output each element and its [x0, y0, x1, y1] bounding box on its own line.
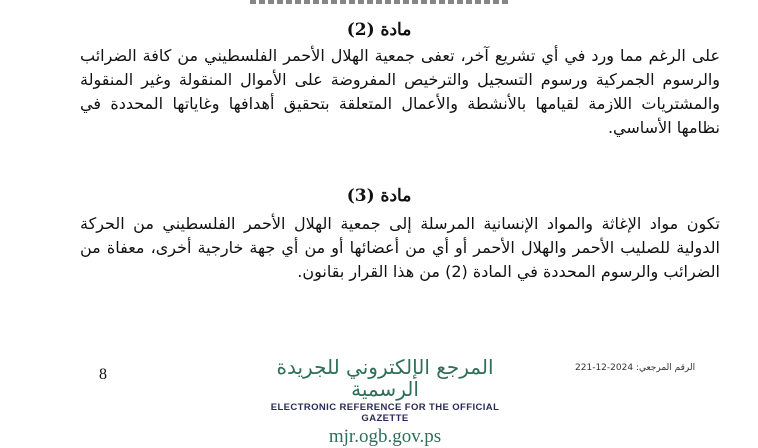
- logo-arabic-text: المرجع الإلكتروني للجريدة الرسمية: [276, 355, 494, 401]
- logo-english-text: ELECTRONIC REFERENCE FOR THE OFFICIAL GAZETTE: [270, 402, 500, 424]
- page-number: 8: [99, 366, 107, 383]
- gazette-url-link[interactable]: mjr.ogb.gov.ps: [328, 426, 442, 447]
- article-3-text: تكون مواد الإغاثة والمواد الإنسانية المرسلة إلى جمعية الهلال الأحمر الفلسطيني من الحركة الدولية للصليب الأحمر والهلال الأحمر أو أي من أعضائها أو من أي جهة خارجية أخرى، معفاة من الضرائب والرسوم المحددة في المادة (2) من هذا القرار بقانون.: [80, 214, 720, 281]
- cropped-heading-remnant: [250, 0, 510, 4]
- reference-number: الرقم المرجعي: 2024-12-221: [575, 363, 696, 373]
- article-2-text: على الرغم مما ورد في أي تشريع آخر، تعفى جمعية الهلال الأحمر الفلسطيني من كافة الضرائب والرسوم الجمركية ورسوم التسجيل والترخيص المفروضة على الأموال المنقولة وغير المنقولة والمشتريات اللازمة لقيامها بالأنشطة والأعمال المتعلقة بتحقيق أهدافها وغاياتها المحددة في نظامها الأساسي.: [80, 46, 720, 137]
- gazette-logo: [260, 356, 510, 448]
- article-2-heading: مادة (2): [346, 20, 412, 40]
- article-3-heading: مادة (3): [346, 186, 412, 206]
